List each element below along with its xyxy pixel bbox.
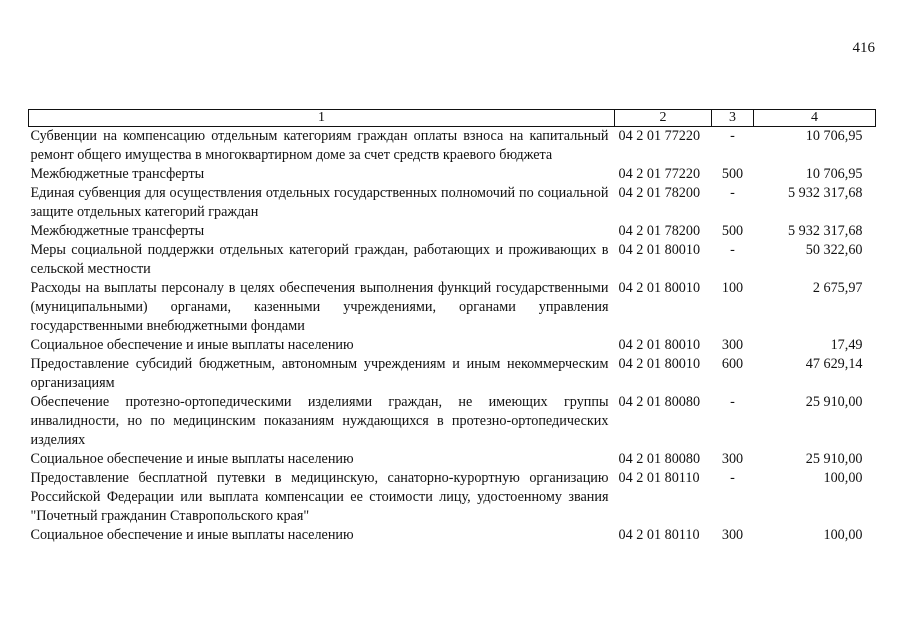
table-row xyxy=(29,241,876,279)
row-code: 04 2 01 77220 xyxy=(618,166,701,182)
row-amount: 50 322,60 xyxy=(805,242,863,258)
row-name: Социальное обеспечение и иные выплаты населению xyxy=(30,527,354,543)
row-amount: 17,49 xyxy=(830,337,863,353)
row-amount: 47 629,14 xyxy=(805,356,863,372)
row-expense-type: - xyxy=(730,242,735,258)
row-expense-type: 100 xyxy=(721,280,744,296)
header-col-1: 1 xyxy=(29,110,615,127)
row-code: 04 2 01 78200 xyxy=(618,223,701,239)
row-name: Межбюджетные трансферты xyxy=(30,166,205,182)
row-code: 04 2 01 80010 xyxy=(618,356,701,372)
row-amount: 25 910,00 xyxy=(805,451,863,467)
row-code: 04 2 01 78200 xyxy=(618,185,701,201)
row-name: Социальное обеспечение и иные выплаты населению xyxy=(30,337,354,353)
row-amount: 100,00 xyxy=(823,527,863,543)
row-expense-type: 500 xyxy=(721,166,744,182)
row-code: 04 2 01 80010 xyxy=(618,280,701,296)
row-name: Межбюджетные трансферты xyxy=(30,223,205,239)
row-name: Единая субвенция для осуществления отдельных государственных полномочий по социальной защите отдельных категорий граждан xyxy=(30,185,609,220)
row-expense-type: - xyxy=(730,394,735,410)
header-col-4: 4 xyxy=(754,110,876,127)
page-number: 416 xyxy=(852,40,875,56)
row-code: 04 2 01 80110 xyxy=(618,470,700,486)
table-row xyxy=(29,469,876,526)
table-row xyxy=(29,279,876,336)
row-name: Меры социальной поддержки отдельных категорий граждан, работающих и проживающих в сельской местности xyxy=(30,242,609,277)
table-row xyxy=(29,526,876,545)
table-row xyxy=(29,165,876,184)
row-expense-type: 300 xyxy=(721,451,744,467)
row-code: 04 2 01 80110 xyxy=(618,527,700,543)
row-amount: 25 910,00 xyxy=(805,394,863,410)
row-expense-type: 500 xyxy=(721,223,744,239)
row-expense-type: - xyxy=(730,128,735,144)
row-amount: 100,00 xyxy=(823,470,863,486)
row-expense-type: - xyxy=(730,470,735,486)
row-amount: 5 932 317,68 xyxy=(788,185,863,201)
table-body xyxy=(29,127,876,546)
row-name: Расходы на выплаты персоналу в целях обеспечения выполнения функций государственными (муниципальными) органами, казенными учреждениями, органами управления государственными внебюджетными фондами xyxy=(30,280,609,334)
table-row xyxy=(29,355,876,393)
table-row xyxy=(29,222,876,241)
row-name: Обеспечение протезно-ортопедическими изделиями граждан, не имеющих группы инвалидности, но по медицинским показаниям нуждающихся в протезно-ортопедических изделиях xyxy=(30,394,609,448)
row-expense-type: 600 xyxy=(721,356,744,372)
table-header xyxy=(29,110,876,127)
row-amount: 5 932 317,68 xyxy=(788,223,863,239)
budget-table xyxy=(28,109,876,545)
row-name: Субвенции на компенсацию отдельным категориям граждан оплаты взноса на капитальный ремонт общего имущества в многоквартирном доме за счет средств краевого бюджета xyxy=(30,128,609,163)
table-row xyxy=(29,184,876,222)
table-row xyxy=(29,393,876,450)
row-code: 04 2 01 77220 xyxy=(618,128,701,144)
row-expense-type: 300 xyxy=(721,337,744,353)
row-expense-type: 300 xyxy=(721,527,744,543)
row-expense-type: - xyxy=(730,185,735,201)
row-code: 04 2 01 80080 xyxy=(618,451,701,467)
row-name: Социальное обеспечение и иные выплаты населению xyxy=(30,451,354,467)
row-code: 04 2 01 80010 xyxy=(618,242,701,258)
table-row xyxy=(29,450,876,469)
header-col-3: 3 xyxy=(712,110,754,127)
row-amount: 10 706,95 xyxy=(805,166,863,182)
row-name: Предоставление субсидий бюджетным, автономным учреждениям и иным некоммерческим организациям xyxy=(30,356,609,391)
row-name: Предоставление бесплатной путевки в медицинскую, санаторно-курортную организацию Российской Федерации или выплата компенсации ее стоимости лицу, удостоенному звания "Почетный гражданин Ставропольского края" xyxy=(30,470,609,524)
row-code: 04 2 01 80010 xyxy=(618,337,701,353)
header-row xyxy=(29,110,876,127)
row-amount: 2 675,97 xyxy=(812,280,863,296)
header-col-2: 2 xyxy=(615,110,712,127)
row-amount: 10 706,95 xyxy=(805,128,863,144)
table-row xyxy=(29,127,876,166)
table-row xyxy=(29,336,876,355)
row-code: 04 2 01 80080 xyxy=(618,394,701,410)
